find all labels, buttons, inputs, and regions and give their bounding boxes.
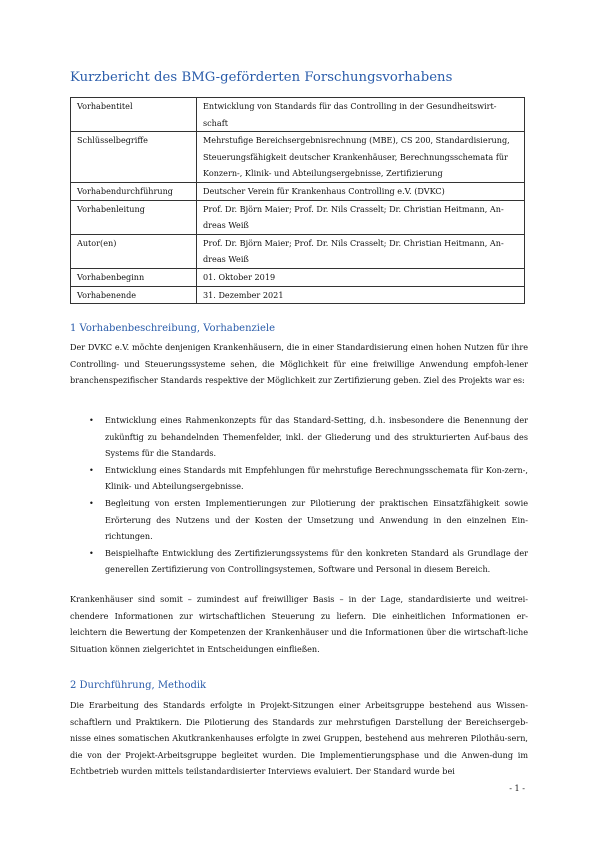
table-row [71,98,525,132]
table-row [71,268,525,286]
table-row [71,200,525,234]
section2-paragraph: Die Erarbeitung des Standards erfolgte in Projekt-Sitzungen einer Arbeitsgruppe bestehend aus Wissen-schaftlern und Praktikern. Die Pilotierung des Standards zur mehrstufigen Darstellung der Bereichsergeb-nisse eines somatischen Akutkrankenhauses erfolgte in zwei Gruppen, bestehend aus mehreren Pilothäu-sern, die von der Projekt-Arbeitsgruppe begleitet wurden. Die Implementierungsphase und die Anwen-dung im Echtbetrieb wurden mittels teilstandardisierter Interviews evaluiert. Der Standard wurde bei [70,700,528,777]
bullet-icon: • [89,464,94,475]
list-item-text: Entwicklung eines Rahmenkonzepts für das Standard-Setting, d.h. insbesondere die Benennung der zukünftig zu behandelnden Themenfelder, inkl. der Gliederung und des strukturierten Auf-baus des Systems für die Standards. [105,415,528,459]
project-metadata-table [70,97,525,304]
list-item-text: Entwicklung eines Standards mit Empfehlungen für mehrstufige Berechnungsschemata für Kon-zern-, Klinik- und Abteilungsergebnisse. [105,464,528,492]
table-row [71,132,525,183]
bullet-icon: • [89,497,94,508]
section1-intro-paragraph: Der DVKC e.V. möchte denjenigen Krankenhäusern, die in einer Standardisierung einen hohen Nutzen für ihre Controlling- und Steuerungssysteme sehen, die Möglichkeit für eine freiwillige Anwendung empfoh-lener branchenspezifischer Standards respektive der Möglichkeit zur Zertifizierung geben. Ziel des Projekts war es: [70,342,528,386]
table-key-cell: Vorhabendurchführung [71,182,197,200]
table-value-cell: Prof. Dr. Björn Maier; Prof. Dr. Nils Crasselt; Dr. Christian Heitmann, An-dreas Weiß [197,234,525,268]
table-value-cell: Prof. Dr. Björn Maier; Prof. Dr. Nils Crasselt; Dr. Christian Heitmann, An-dreas Weiß [197,200,525,234]
table-value-cell: 01. Oktober 2019 [197,268,525,286]
list-item [70,412,528,462]
table-value-cell: Deutscher Verein für Krankenhaus Controlling e.V. (DVKC) [197,182,525,200]
table-key-cell: Vorhabenbeginn [71,268,197,286]
section-heading-1: 1 Vorhabenbeschreibung, Vorhabenziele [70,323,276,334]
table-key-cell: Vorhabentitel [71,98,197,132]
table-key-cell: Vorhabenende [71,286,197,304]
table-value-cell: 31. Dezember 2021 [197,286,525,304]
table-row [71,286,525,304]
list-item-text: Beispielhafte Entwicklung des Zertifizierungssystems für den konkreten Standard als Grundlage der generellen Zertifizierung von Controllingsystemen, Software und Personal in diesem Bereich. [105,547,528,575]
section1-outro-paragraph: Krankenhäuser sind somit – zumindest auf freiwilliger Basis – in der Lage, standardisierte und weitrei-chendere Informationen zur wirtschaftlichen Steuerung zu liefern. Die einheitlichen Informationen er-leichtern die Bewertung der Kompetenzen der Krankenhäuser und die Informationen über die wirtschaft-liche Situation können zielgerichtet in Entscheidungen einfließen. [70,594,528,654]
bullet-icon: • [89,415,94,425]
page-title: Kurzbericht des BMG-geförderten Forschungsvorhabens [70,70,453,85]
page-number: - 1 - [509,783,525,793]
bullet-icon: • [89,547,94,558]
list-item-text: Begleitung von ersten Implementierungen zur Pilotierung der praktischen Einsatzfähigkeit sowie Erörterung des Nutzens und der Kosten der Umsetzung und Anwendung in den einzelnen Ein-richtungen. [105,497,528,542]
list-item [70,462,528,495]
table-value-cell: Entwicklung von Standards für das Controlling in der Gesundheitswirt-schaft [197,98,525,132]
list-item [70,545,528,578]
table-row [71,234,525,268]
table-key-cell: Schlüsselbegriffe [71,132,197,183]
table-row [71,182,525,200]
table-value-cell: Mehrstufige Bereichsergebnisrechnung (MBE), CS 200, Standardisierung, Steuerungsfähigkeit deutscher Krankenhäuser, Berechnungsschemata für Konzern-, Klinik- und Abteilungsergebnisse, Zertifizierung [197,132,525,183]
list-item [70,495,528,545]
goals-bullet-list [70,412,528,578]
table-key-cell: Autor(en) [71,234,197,268]
section-heading-2: 2 Durchführung, Methodik [70,680,207,691]
table-key-cell: Vorhabenleitung [71,200,197,234]
